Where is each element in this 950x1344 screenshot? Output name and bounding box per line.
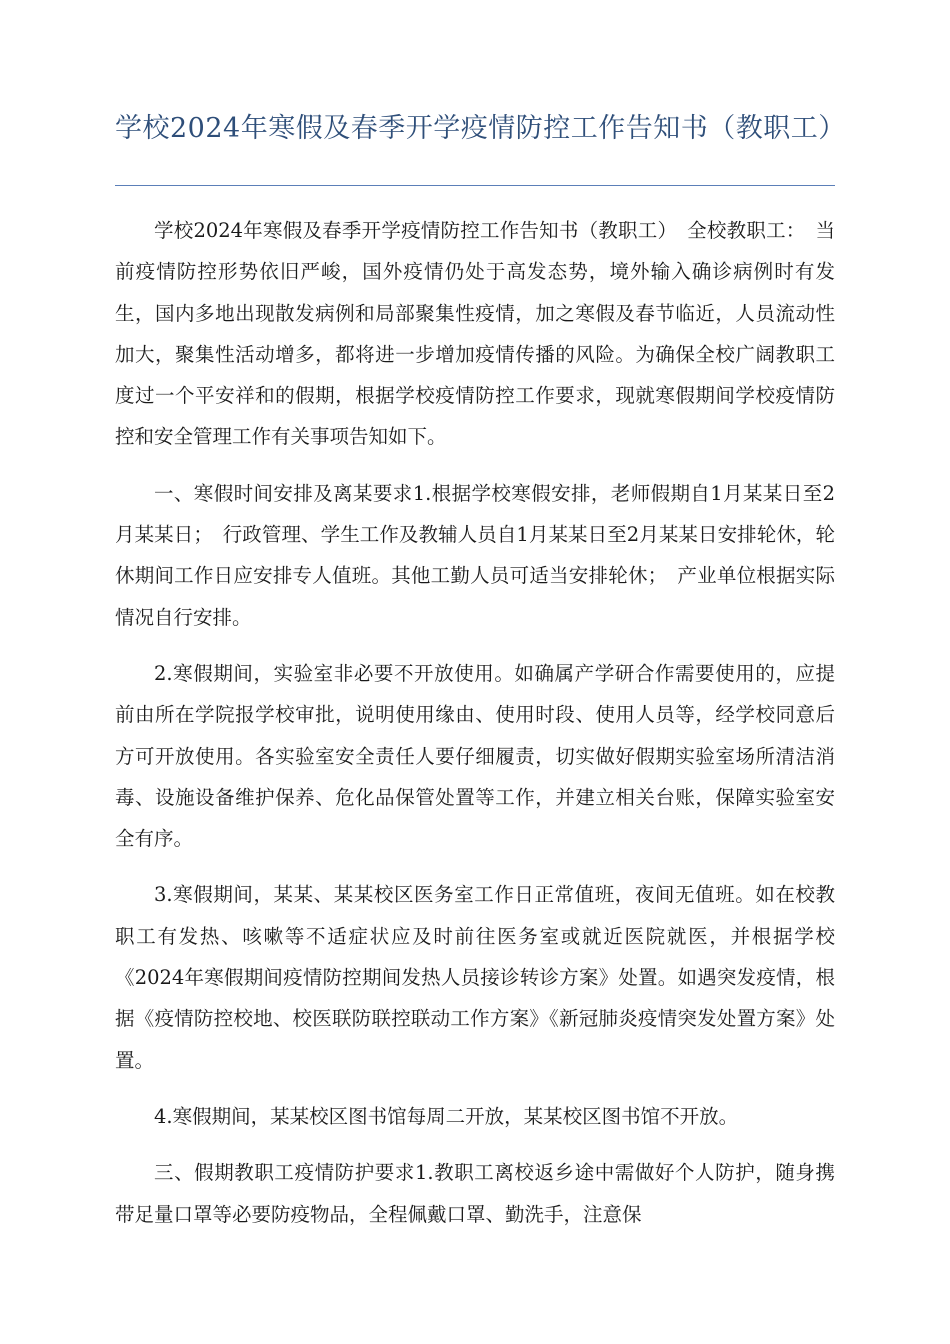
paragraph-item-3: 3.寒假期间，某某、某某校区医务室工作日正常值班，夜间无值班。如在校教职工有发热、咳嗽等不适症状应及时前往医务室或就近医院就医，并根据学校《2024年寒假期间疫情防控期间发热人员接诊转诊方案》处置。如遇突发疫情，根据《疫情防控校地、校医联防联控联动工作方案》《新冠肺炎疫情突发处置方案》处置。 [115,883,835,1072]
document-body [115,210,835,1235]
paragraph-section-3: 三、假期教职工疫情防护要求1.教职工离校返乡途中需做好个人防护，随身携带足量口罩等必要防疫物品，全程佩戴口罩、勤洗手，注意保 [115,1161,835,1226]
paragraph-item-4: 4.寒假期间，某某校区图书馆每周二开放，某某校区图书馆不开放。 [154,1104,739,1128]
title-underline [115,185,835,186]
paragraph-intro: 学校2024年寒假及春季开学疫情防控工作告知书（教职工） 全校教职工： 当前疫情防控形势依旧严峻，国外疫情仍处于高发态势，境外输入确诊病例时有发生，国内多地出现散发病例和局部聚集性疫情，加之寒假及春节临近，人员流动性加大，聚集性活动增多，都将进一步增加疫情传播的风险。为确保全校广阔教职工度过一个平安祥和的假期，根据学校疫情防控工作要求，现就寒假期间学校疫情防控和安全管理工作有关事项告知如下。 [115,219,835,449]
document-title: 学校2024年寒假及春季开学疫情防控工作告知书（教职工） [115,113,846,144]
paragraph-item-2: 2.寒假期间，实验室非必要不开放使用。如确属产学研合作需要使用的，应提前由所在学院报学校审批，说明使用缘由、使用时段、使用人员等，经学校同意后方可开放使用。各实验室安全责任人要仔细履责，切实做好假期实验室场所清洁消毒、设施设备维护保养、危化品保管处置等工作，并建立相关台账，保障实验室安全有序。 [115,661,835,851]
paragraph-section-1: 一、寒假时间安排及离某要求1.根据学校寒假安排，老师假期自1月某某日至2月某某日； 行政管理、学生工作及教辅人员自1月某某日至2月某某日安排轮休，轮休期间工作日应安排专人值班。其他工勤人员可适当安排轮休； 产业单位根据实际情况自行安排。 [115,481,835,629]
